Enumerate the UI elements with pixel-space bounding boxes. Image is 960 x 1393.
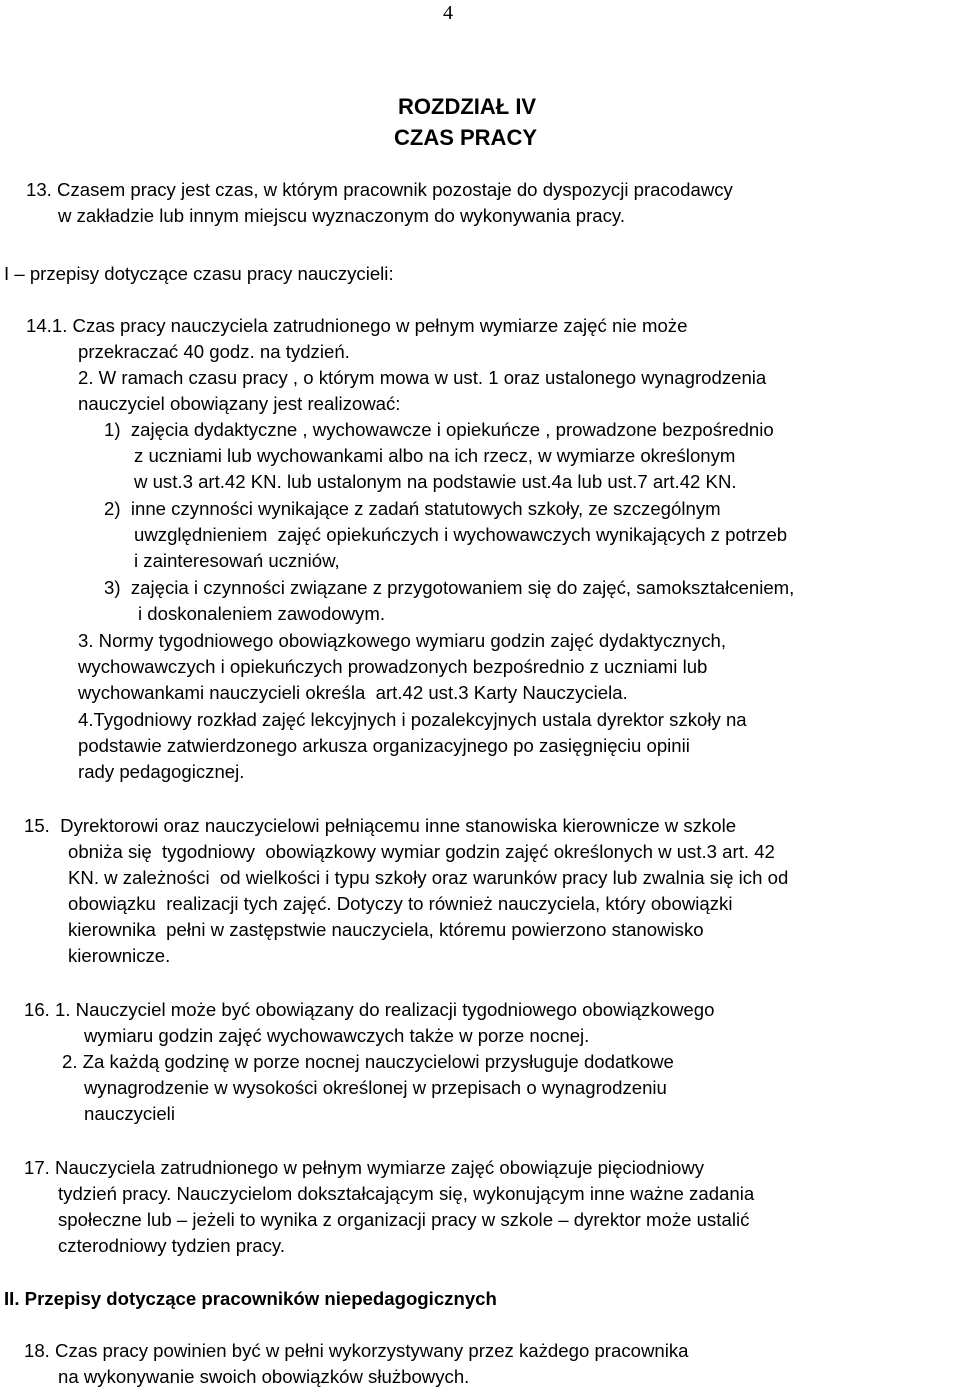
section-14-4-line-1: 4.Tygodniowy rozkład zajęć lekcyjnych i pozalekcyjnych ustala dyrektor szkoły na [78, 709, 747, 730]
section-14-2-1-line-1: 1) zajęcia dydaktyczne , wychowawcze i opiekuńcze , prowadzone bezpośrednio [104, 419, 774, 440]
section-17-line-2: tydzień pracy. Nauczycielom dokształcającym się, wykonującym inne ważne zadania [58, 1183, 755, 1204]
section-18-line-1: 18. Czas pracy powinien być w pełni wykorzystywany przez każdego pracownika [24, 1340, 689, 1361]
section-17-line-1: 17. Nauczyciela zatrudnionego w pełnym wymiarze zajęć obowiązuje pięciodniowy [24, 1157, 705, 1178]
section-15-line-1: 15. Dyrektorowi oraz nauczycielowi pełniącemu inne stanowiska kierownicze w szkole [24, 815, 737, 836]
section-16-2-line-2: wynagrodzenie w wysokości określonej w przepisach o wynagrodzeniu [84, 1077, 667, 1098]
section-14-2-line-2: nauczyciel obowiązany jest realizować: [78, 393, 401, 414]
section-16-2-line-1: 2. Za każdą godzinę w porze nocnej nauczycielowi przysługuje dodatkowe [62, 1051, 674, 1072]
part-2-heading: II. Przepisy dotyczące pracowników niepedagogicznych [4, 1288, 497, 1309]
section-14-2-1-line-3: w ust.3 art.42 KN. lub ustalonym na podstawie ust.4a lub ust.7 art.42 KN. [134, 471, 737, 492]
chapter-title: ROZDZIAŁ IV [398, 94, 537, 119]
section-14-1-line-2: przekraczać 40 godz. na tydzień. [78, 341, 350, 362]
section-18-line-2: na wykonywanie swoich obowiązków służbowych. [58, 1366, 470, 1387]
section-14-3-line-3: wychowankami nauczycieli określa art.42 ust.3 Karty Nauczyciela. [78, 682, 628, 703]
section-15-line-2: obniża się tygodniowy obowiązkowy wymiar godzin zajęć określonych w ust.3 art. 42 [68, 841, 775, 862]
section-13-line-1: 13. Czasem pracy jest czas, w którym pracownik pozostaje do dyspozycji pracodawcy [26, 179, 733, 200]
section-14-2-2-line-2: uwzględnieniem zajęć opiekuńczych i wychowawczych wynikających z potrzeb [134, 524, 788, 545]
section-14-1-line-1: 14.1. Czas pracy nauczyciela zatrudnionego w pełnym wymiarze zajęć nie może [26, 315, 688, 336]
part-1-heading: I – przepisy dotyczące czasu pracy nauczycieli: [4, 263, 394, 284]
section-14-3-line-1: 3. Normy tygodniowego obowiązkowego wymiaru godzin zajęć dydaktycznych, [78, 630, 727, 651]
section-14-2-1-line-2: z uczniami lub wychowankami albo na ich rzecz, w wymiarze określonym [134, 445, 736, 466]
section-16-1-line-1: 16. 1. Nauczyciel może być obowiązany do realizacji tygodniowego obowiązkowego [24, 999, 715, 1020]
section-15-line-6: kierownicze. [68, 945, 171, 966]
section-14-2-3-line-2: i doskonaleniem zawodowym. [138, 603, 386, 624]
section-15-line-3: KN. w zależności od wielkości i typu szkoły oraz warunków pracy lub zwalnia się ich od [68, 867, 789, 888]
section-15-line-4: obowiązku realizacji tych zajęć. Dotyczy to również nauczyciela, który obowiązki [68, 893, 733, 914]
section-14-2-line-1: 2. W ramach czasu pracy , o którym mowa w ust. 1 oraz ustalonego wynagrodzenia [78, 367, 767, 388]
section-13-line-2: w zakładzie lub innym miejscu wyznaczonym do wykonywania pracy. [58, 205, 625, 226]
section-14-4-line-3: rady pedagogicznej. [78, 761, 245, 782]
section-17-line-4: czterodniowy tydzien pracy. [58, 1235, 286, 1256]
section-17-line-3: społeczne lub – jeżeli to wynika z organizacji pracy w szkole – dyrektor może ustalić [58, 1209, 750, 1230]
section-16-2-line-3: nauczycieli [84, 1103, 175, 1124]
section-14-4-line-2: podstawie zatwierdzonego arkusza organizacyjnego po zasięgnięciu opinii [78, 735, 690, 756]
section-14-2-3-line-1: 3) zajęcia i czynności związane z przygotowaniem się do zajęć, samokształceniem, [104, 577, 795, 598]
section-16-1-line-2: wymiaru godzin zajęć wychowawczych także w porze nocnej. [84, 1025, 590, 1046]
chapter-subtitle: CZAS PRACY [394, 125, 538, 150]
section-14-2-2-line-1: 2) inne czynności wynikające z zadań statutowych szkoły, ze szczególnym [104, 498, 721, 519]
section-14-3-line-2: wychowawczych i opiekuńczych prowadzonych bezpośrednio z uczniami lub [78, 656, 708, 677]
section-15-line-5: kierownika pełni w zastępstwie nauczyciela, któremu powierzono stanowisko [68, 919, 704, 940]
page-number: 4 [443, 2, 453, 24]
section-14-2-2-line-3: i zainteresowań uczniów, [134, 550, 340, 571]
